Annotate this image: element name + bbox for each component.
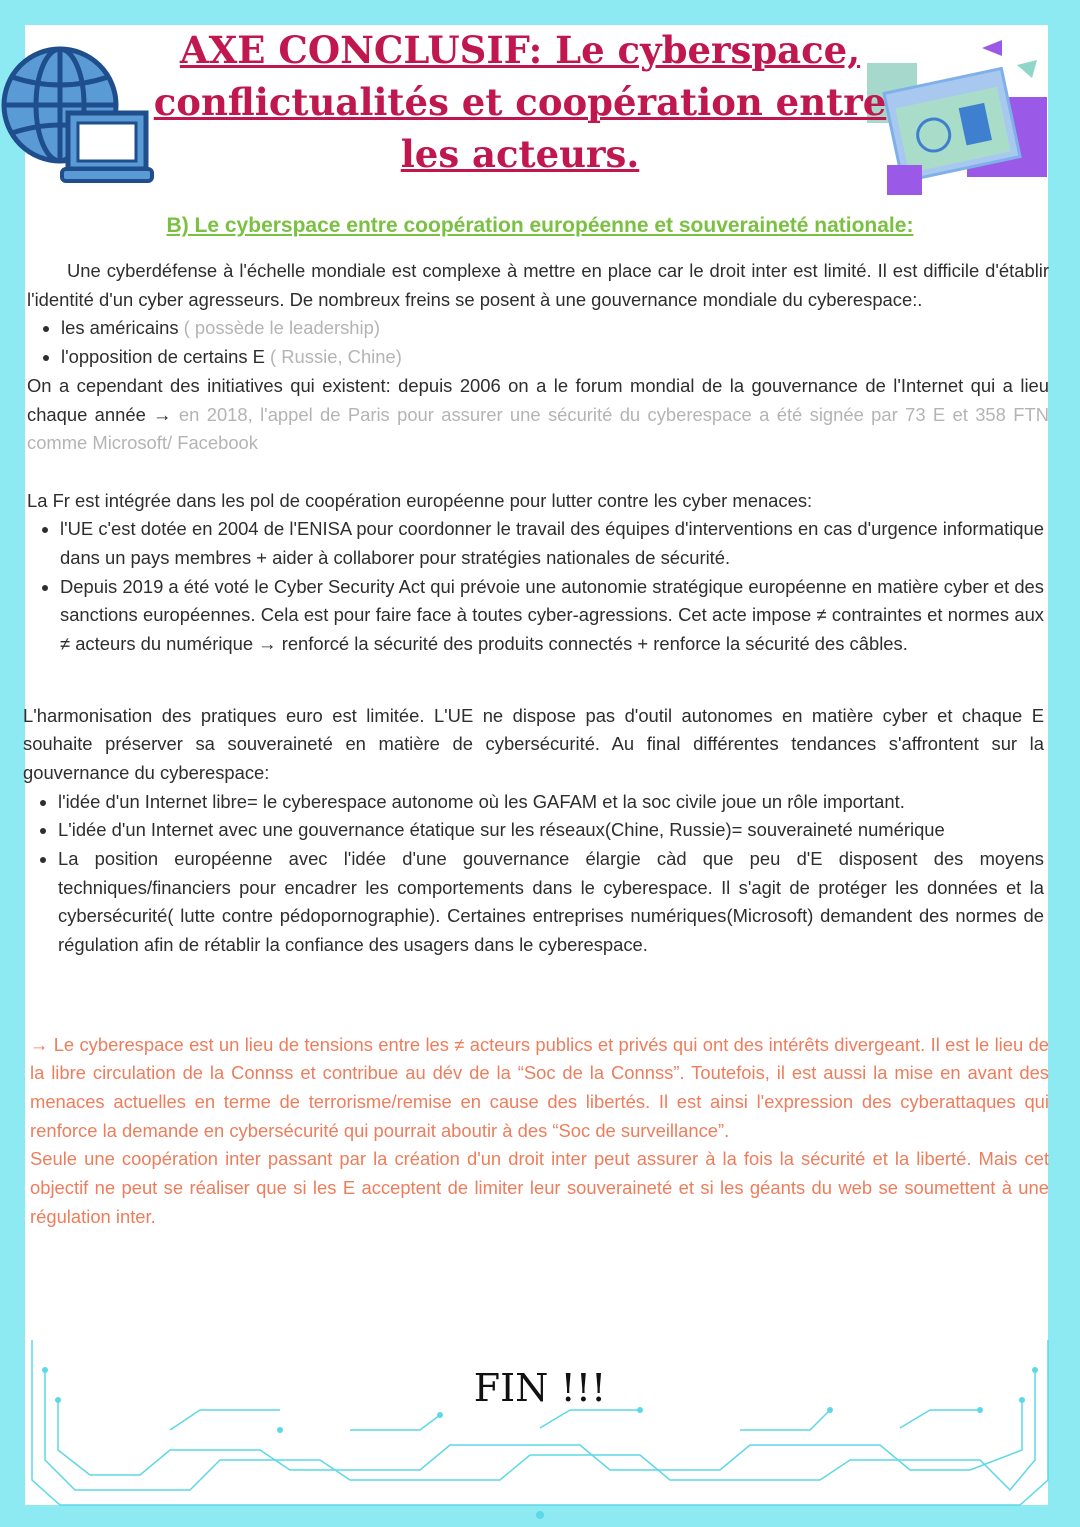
item-note: ( possède le leadership) bbox=[183, 317, 380, 339]
conclusion-paragraph-2: Seule une coopération inter passant par la création d'un droit inter peut assurer à la fois la sécurité et la liberté. Mais cet objectif ne peut se réaliser que si les E acceptent de limiter leur souveraineté et si les géants du web se soumettent à une régulation inter. bbox=[30, 1148, 1049, 1227]
intro-paragraph: Une cyberdéfense à l'échelle mondiale est complexe à mettre en place car le droit inter est limité. Il est difficile d'établir l'identité d'un cyber agresseurs. De nombreux freins se posent à une gouvernance mondiale du cyberespace:. bbox=[27, 260, 1049, 310]
list-item: • L'idée d'un Internet avec une gouvernance étatique sur les réseaux(Chine, Russie)= souveraineté numérique bbox=[58, 816, 1044, 845]
section-subtitle: B) Le cyberspace entre coopération européenne et souveraineté nationale: bbox=[166, 214, 914, 237]
list-item: • Depuis 2019 a été voté le Cyber Security Act qui prévoie une autonomie stratégique européenne en matière cyber et des sanctions européennes. Cela est pour faire face à toutes cyber-agressions. Cet acte impose ≠ contraintes et normes aux ≠ acteurs du numérique → renforcé la sécurité des produits connectés + renforce la sécurité des câbles. bbox=[60, 573, 1044, 659]
initiatives-paragraph bbox=[27, 372, 1049, 458]
paragraph-text: On a cependant des initiatives qui existent: depuis 2006 on a le forum mondial de la gouvernance de l'Internet qui a lieu chaque année → bbox=[27, 374, 1049, 425]
harmonisation-paragraph: L'harmonisation des pratiques euro est limitée. L'UE ne dispose pas d'outil autonomes en matière cyber et chaque E souhaite préserver sa souveraineté en matière de cybersécurité. Au final différentes tendances s'affrontent sur la gouvernance du cyberespace: bbox=[23, 704, 1044, 783]
document-body bbox=[23, 257, 1049, 1231]
page-title: AXE CONCLUSIF: Le cyberspace, conflictualités et coopération entre les acteurs. bbox=[153, 28, 887, 176]
cooperation-list bbox=[27, 515, 1044, 659]
list-item bbox=[61, 343, 1049, 372]
list-item: • La position européenne avec l'idée d'une gouvernance élargie càd que peu d'E disposent des moyens techniques/financiers pour encadrer les comportements dans le cyberespace. Il s'agit de protéger les données et la cybersécurité( lutte contre pédopornographie). Certaines entreprises numériques(Microsoft) demandent des normes de régulation afin de rétablir la confiance des usagers dans le cyberespace. bbox=[58, 845, 1044, 960]
circuit-border-decoration bbox=[20, 1310, 1060, 1520]
item-note: ( Russie, Chine) bbox=[270, 346, 402, 368]
tendencies-list bbox=[27, 788, 1044, 960]
item-text: l'opposition de certains E bbox=[61, 346, 270, 368]
obstacles-list bbox=[27, 314, 1049, 371]
list-item: • l'UE c'est dotée en 2004 de l'ENISA pour coordonner le travail des équipes d'interventions en cas d'urgence informatique dans un pays membres + aider à collaborer pour stratégies nationales de sécurité. bbox=[60, 515, 1044, 572]
paragraph-note: en 2018, l'appel de Paris pour assurer une sécurité du cyberespace a été signée par 73 E et 358 FTN comme Microsoft/ Facebook bbox=[27, 403, 1049, 454]
fin-text: FIN !!! bbox=[473, 1366, 607, 1410]
conclusion-paragraph-1: → Le cyberespace est un lieu de tensions entre les ≠ acteurs publics et privés qui ont des intérêts divergeant. Il est le lieu de la libre circulation de la Connss et contribue au dév de la “Soc de la Connss”. Toutefois, il est aussi la mise en avant des menaces actuelles en terme de terrorisme/remise en cause des libertés. Il est ainsi l'expression des cyberattaques qui renforce la demande en cybersécurité qui pourrait aboutir à des “Soc de surveillance”. bbox=[30, 1033, 1049, 1141]
item-text: les américains bbox=[61, 317, 184, 339]
list-item bbox=[61, 314, 1049, 343]
list-item: • l'idée d'un Internet libre= le cyberespace autonome où les GAFAM et la soc civile joue un rôle important. bbox=[58, 788, 1044, 817]
france-paragraph: La Fr est intégrée dans les pol de coopération européenne pour lutter contre les cyber menaces: bbox=[27, 489, 813, 511]
